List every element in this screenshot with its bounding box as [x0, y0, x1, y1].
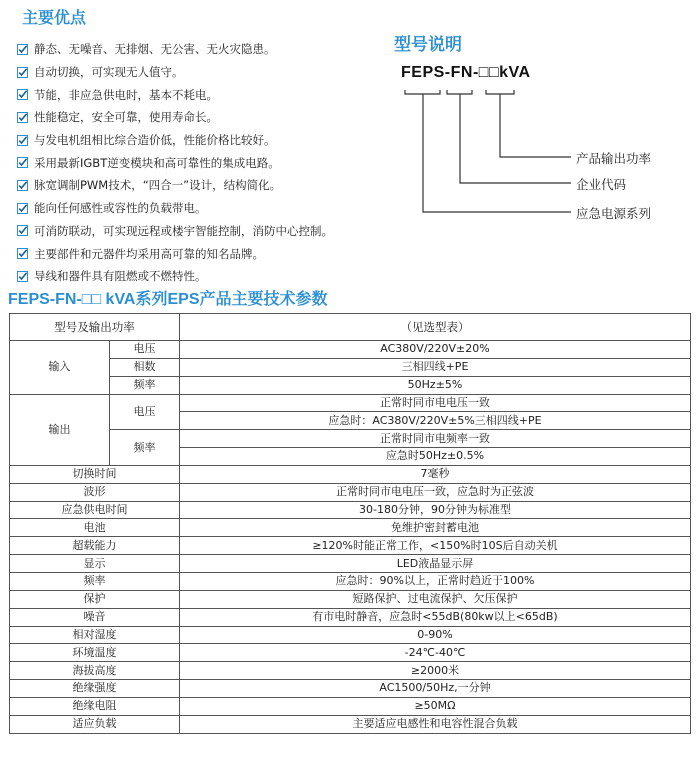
- model-code: FEPS-FN-□□kVA: [401, 64, 531, 81]
- row-value: 有市电时静音，应急时<55dB(80kw以上<65dB): [180, 608, 691, 626]
- row-value: 三相四线+PE: [180, 358, 691, 376]
- table-row: [10, 501, 691, 519]
- row-label: 适应负载: [10, 715, 180, 733]
- row-value: AC1500/50Hz,一分钟: [180, 680, 691, 698]
- sub-label: 频率: [110, 430, 180, 466]
- advantage-item: [17, 129, 333, 152]
- advantage-item: [17, 174, 333, 197]
- advantage-item: [17, 197, 333, 220]
- table-row: [10, 590, 691, 608]
- advantage-item: [17, 265, 333, 288]
- row-label: 海拔高度: [10, 662, 180, 680]
- row-label: 型号及输出功率: [10, 314, 180, 341]
- leader-series: [423, 94, 571, 212]
- row-value: 正常时同市电电压一致，应急时为正弦波: [180, 483, 691, 501]
- table-row: [10, 697, 691, 715]
- row-label: 相对湿度: [10, 626, 180, 644]
- row-label: 显示: [10, 555, 180, 573]
- row-value: 0-90%: [180, 626, 691, 644]
- row-label: 电池: [10, 519, 180, 537]
- model-title: 型号说明: [394, 35, 462, 55]
- leader-power: [500, 94, 571, 157]
- legend-eps-series: 应急电源系列: [576, 206, 652, 221]
- row-label: 切换时间: [10, 465, 180, 483]
- table-row: [10, 715, 691, 733]
- checkbox-check-icon: [17, 89, 28, 100]
- sub-label: 电压: [110, 394, 180, 430]
- checkbox-check-icon: [17, 180, 28, 191]
- advantage-text: 性能稳定，安全可靠，使用寿命长。: [34, 110, 218, 125]
- row-label: 频率: [10, 572, 180, 590]
- table-row: [10, 644, 691, 662]
- row-value: 50Hz±5%: [180, 376, 691, 394]
- row-value: ≥120%时能正常工作，<150%时10S后自动关机: [180, 537, 691, 555]
- advantage-item: [17, 242, 333, 265]
- advantage-text: 可消防联动，可实现远程或楼宇智能控制，消防中心控制。: [34, 223, 333, 238]
- advantage-text: 与发电机组相比综合造价低，性能价格比较好。: [34, 133, 276, 148]
- row-label: 环境温度: [10, 644, 180, 662]
- advantage-item: [17, 151, 333, 174]
- bracket-power: [486, 90, 514, 94]
- table-row: [10, 572, 691, 590]
- legend-output-power: 产品输出功率: [576, 151, 652, 166]
- row-value: （见选型表）: [180, 314, 691, 341]
- checkbox-check-icon: [17, 67, 28, 78]
- spec-table: [9, 313, 691, 734]
- row-value: -24℃-40℃: [180, 644, 691, 662]
- row-value: 主要适应电感性和电容性混合负载: [180, 715, 691, 733]
- bracket-series: [405, 90, 440, 94]
- table-row: [10, 555, 691, 573]
- table-row: [10, 537, 691, 555]
- table-row: [10, 483, 691, 501]
- advantage-item: [17, 38, 333, 61]
- advantage-item: [17, 220, 333, 243]
- row-value: 正常时同市电电压一致: [180, 394, 691, 412]
- checkbox-check-icon: [17, 44, 28, 55]
- row-label: 绝缘强度: [10, 680, 180, 698]
- table-row: [10, 626, 691, 644]
- checkbox-check-icon: [17, 112, 28, 123]
- row-value: 应急时：90%以上，正常时趋近于100%: [180, 572, 691, 590]
- checkbox-check-icon: [17, 157, 28, 168]
- advantage-text: 节能，非应急供电时，基本不耗电。: [34, 87, 218, 102]
- table-row: [10, 314, 691, 341]
- row-value: 7毫秒: [180, 465, 691, 483]
- row-label: 波形: [10, 483, 180, 501]
- row-value: 正常时同市电频率一致: [180, 430, 691, 448]
- sub-label: 相数: [110, 358, 180, 376]
- table-row: [10, 430, 691, 448]
- advantage-text: 主要部件和元器件均采用高可靠的知名品牌。: [34, 246, 264, 261]
- table-row: [10, 341, 691, 359]
- group-label-input: 输入: [10, 341, 110, 395]
- sub-label: 频率: [110, 376, 180, 394]
- spec-title: FEPS-FN-□□ kVA系列EPS产品主要技术参数: [8, 291, 328, 308]
- row-value: ≥2000米: [180, 662, 691, 680]
- checkbox-check-icon: [17, 225, 28, 236]
- row-label: 噪音: [10, 608, 180, 626]
- group-label-output: 输出: [10, 394, 110, 465]
- advantage-text: 静态、无噪音、无排烟、无公害、无火灾隐患。: [34, 42, 276, 57]
- advantage-item: [17, 83, 333, 106]
- table-row: [10, 465, 691, 483]
- leader-company: [460, 94, 571, 183]
- advantage-item: [17, 106, 333, 129]
- bracket-company: [447, 90, 472, 94]
- row-value: ≥50MΩ: [180, 697, 691, 715]
- legend-company-code: 企业代码: [576, 177, 627, 192]
- advantage-text: 脉宽调制PWM技术，“四合一”设计，结构简化。: [34, 178, 282, 193]
- advantage-text: 能向任何感性或容性的负载带电。: [34, 201, 207, 216]
- row-value: 免维护密封蓄电池: [180, 519, 691, 537]
- table-row: [10, 358, 691, 376]
- row-value: 应急时50Hz±0.5%: [180, 448, 691, 466]
- row-label: 超载能力: [10, 537, 180, 555]
- sub-label: 电压: [110, 341, 180, 359]
- checkbox-check-icon: [17, 248, 28, 259]
- checkbox-check-icon: [17, 135, 28, 146]
- table-row: [10, 376, 691, 394]
- row-value: LED液晶显示屏: [180, 555, 691, 573]
- checkbox-check-icon: [17, 203, 28, 214]
- advantages-title: 主要优点: [22, 8, 87, 27]
- advantage-text: 导线和器件具有阻燃或不燃特性。: [34, 269, 207, 284]
- table-row: [10, 662, 691, 680]
- table-row: [10, 680, 691, 698]
- table-row: [10, 608, 691, 626]
- table-row: [10, 394, 691, 412]
- row-value: 应急时：AC380V/220V±5%三相四线+PE: [180, 412, 691, 430]
- row-value: 短路保护、过电流保护、欠压保护: [180, 590, 691, 608]
- advantage-text: 采用最新IGBT逆变模块和高可靠性的集成电路。: [34, 155, 280, 170]
- checkbox-check-icon: [17, 271, 28, 282]
- row-label: 应急供电时间: [10, 501, 180, 519]
- table-row: [10, 519, 691, 537]
- row-value: AC380V/220V±20%: [180, 341, 691, 359]
- row-label: 保护: [10, 590, 180, 608]
- advantages-list: [17, 38, 333, 288]
- advantage-text: 自动切换，可实现无人值守。: [34, 65, 184, 80]
- row-value: 30-180分钟，90分钟为标准型: [180, 501, 691, 519]
- advantage-item: [17, 61, 333, 84]
- row-label: 绝缘电阻: [10, 697, 180, 715]
